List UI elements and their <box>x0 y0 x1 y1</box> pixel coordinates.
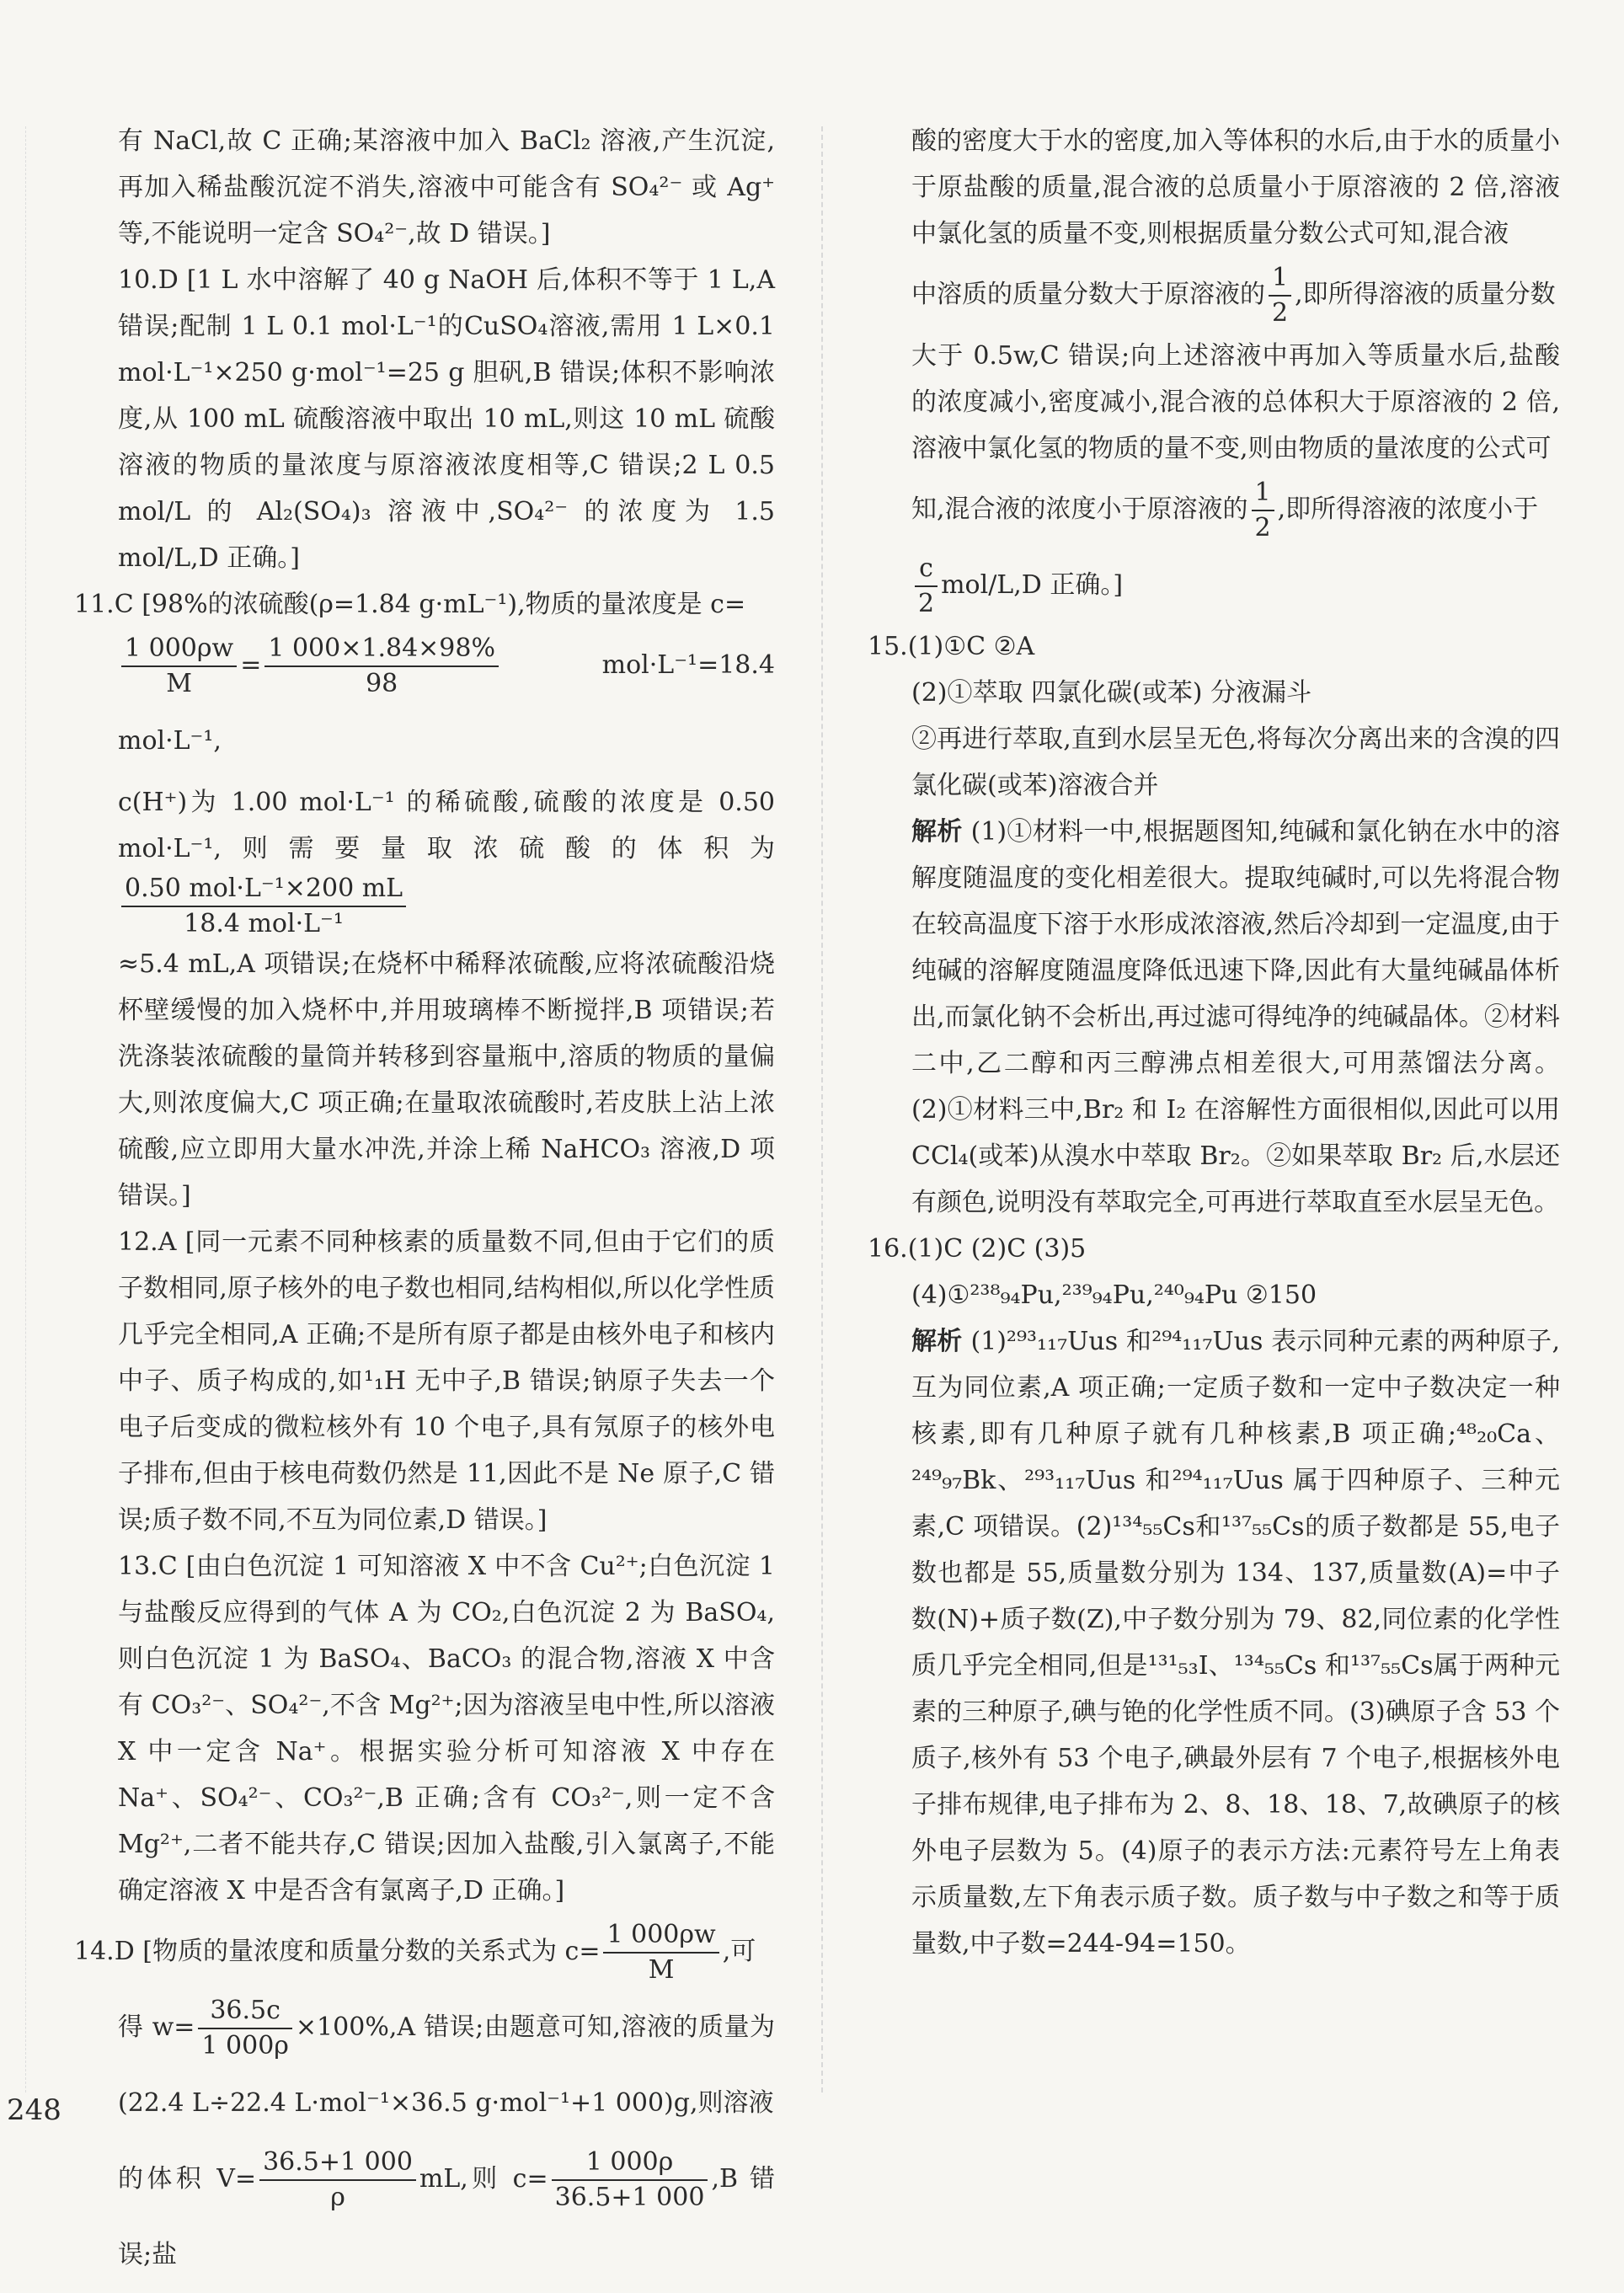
answer-11-line1: 11.C [98%的浓硫酸(ρ=1.84 g·mL⁻¹),物质的量浓度是 c= <box>74 590 746 619</box>
analysis-label: 解析 <box>911 817 963 847</box>
frac-num: 1 000ρw <box>603 1918 719 1954</box>
answer-14 <box>74 1914 775 2293</box>
column-divider <box>821 126 823 2093</box>
answer-16-line1: 16.(1)C (2)C (3)5 <box>868 1234 1087 1264</box>
fraction-w <box>198 1994 292 2063</box>
answer-15-line1: 15.(1)①C ②A <box>868 632 1035 661</box>
answer-14-text: mL,则 c= <box>419 2164 548 2194</box>
answer-11-line4: ≈5.4 mL,A 项错误;在烧杯中稀释浓硫酸,应将浓硫酸沿烧杯壁缓慢的加入烧杯中,并用玻璃棒不断搅拌,B 项错误;若洗涤装浓硫酸的量筒并转移到容量瓶中,溶质的物质的量偏大,则浓度偏大,C 项正确;在量取浓硫酸时,若皮肤上沾上浓硫酸,应立即用大量水冲洗,并涂上稀 NaHCO₃ 溶液,D 项错误。] <box>118 949 775 1211</box>
fraction-1000pw-over-m <box>121 632 237 701</box>
answer-11-result: mol·L⁻¹=18.4 mol·L⁻¹, <box>118 650 775 756</box>
right-column <box>868 118 1560 1967</box>
answer-16-line2: (4)①²³⁸₉₄Pu,²³⁹₉₄Pu,²⁴⁰₉₄Pu ②150 <box>911 1280 1317 1310</box>
answer-14-text: ,可 <box>722 1937 756 1966</box>
answer-14-text: 的体积 V= <box>118 2164 257 2194</box>
analysis-text: (1)²⁹³₁₁₇Uus 和²⁹⁴₁₁₇Uus 表示同种元素的两种原子,互为同位素,A 项正确;一定质子数和一定中子数决定一种核素,即有几种原子就有几种核素,B 项正确;⁴⁸₂₀Ca、²⁴⁹₉₇Bk、²⁹³₁₁₇Uus 和²⁹⁴₁₁₇Uus 属于四种原子、三种元素,C 项错误。(2)¹³⁴₅₅Cs和¹³⁷₅₅Cs的质子数都是 55,电子数也都是 55,质量数分别为 134、137,质量数(A)=中子数(N)+质子数(Z),中子数分别为 79、82,同位素的化学性质几乎完全相同,但是¹³¹₅₃I、¹³⁴₅₅Cs 和¹³⁷₅₅Cs属于两种元素的三种原子,碘与铯的化学性质不同。(3)碘原子含 53 个质子,核外有 53 个电子,碘最外层有 7 个电子,根据核外电子排布规律,电子排布为 2、8、18、18、7,故碘原子的核外电子层数为 5。(4)原子的表示方法:元素符号左上角表示质量数,左下角表示质子数。质子数与中子数之和等于质量数,中子数=244-94=150。 <box>911 1327 1561 1959</box>
frac-den: 1 000ρ <box>201 2031 289 2060</box>
answer-14-text: ,即所得溶液的浓度小于 <box>1277 494 1539 524</box>
frac-num: 36.5+1 000 <box>259 2146 416 2181</box>
frac-num: 1 000×1.84×98% <box>264 632 499 667</box>
frac-num: 1 <box>1252 476 1274 511</box>
frac-den: 2 <box>918 589 935 618</box>
left-column <box>74 118 775 2293</box>
frac-num: 0.50 mol·L⁻¹×200 mL <box>121 872 406 907</box>
answer-14-text: 14.D [物质的量浓度和质量分数的关系式为 c= <box>74 1937 601 1966</box>
answer-11-formula: $\frac{1 000\rho w}{M}$ = $\frac{1 000\times 1.84\times 98\%}{98}$ mol·L⁻¹=18.4 mol·L⁻¹, <box>118 633 775 756</box>
fraction-calc <box>264 632 499 701</box>
frac-num: 1 <box>1269 261 1291 297</box>
frac-den: M <box>648 1955 675 1985</box>
frac-den: 36.5+1 000 <box>554 2183 705 2212</box>
answer-12: 12.A [同一元素不同种核素的质量数不同,但由于它们的质子数相同,原子核外的电子数也相同,结构相似,所以化学性质几乎完全相同,A 正确;不是所有原子都是由核外电子和核内中子、质子构成的,如¹₁H 无中子,B 错误;钠原子失去一个电子后变成的微粒核外有 10 个电子,具有氖原子的核外电子排布,但由于核电荷数仍然是 11,因此不是 Ne 原子,C 错误;质子数不同,不互为同位素,D 错误。] <box>118 1227 775 1535</box>
answer-11 <box>74 581 775 1219</box>
answer-14-line3 <box>74 2141 775 2293</box>
answer-13: 13.C [由白色沉淀 1 可知溶液 X 中不含 Cu²⁺;白色沉淀 1 与盐酸反应得到的气体 A 为 CO₂,白色沉淀 2 为 BaSO₄,则白色沉淀 1 为 BaSO₄、BaCO₃ 的混合物,溶液 X 中含有 CO₃²⁻、SO₄²⁻,不含 Mg²⁺;因为溶液呈电中性,所以溶液 X 中一定含 Na⁺。根据实验分析可知溶液 X 中存在 Na⁺、SO₄²⁻、CO₃²⁻,B 正确;含有 CO₃²⁻,则一定不含 Mg²⁺,二者不能共存,C 错误;因加入盐酸,引入氯离子,不能确定溶液 X 中是否含有氯离子,D 正确。] <box>118 1552 775 1905</box>
frac-den: 2 <box>1272 298 1289 328</box>
fraction-volume <box>121 872 406 941</box>
answer-14-line1 <box>74 1914 775 1990</box>
frac-num: c <box>915 552 938 587</box>
answer-14-cont: 酸的密度大于水的密度,加入等体积的水后,由于水的质量小于原盐酸的质量,混合液的总质量小于原溶液的 2 倍,溶液中氯化氢的质量不变,则根据质量分数公式可知,混合液 <box>911 126 1560 249</box>
frac-num: 1 000ρ <box>552 2146 708 2181</box>
frac-den: M <box>166 669 192 698</box>
fraction-c2 <box>552 2146 708 2215</box>
answer-15-line2: (2)①萃取 四氯化碳(或苯) 分液漏斗 <box>911 678 1311 708</box>
fraction-v <box>259 2146 416 2215</box>
answer-14-line2 <box>74 1990 775 2141</box>
answer-11-line3 <box>74 779 775 941</box>
fraction-half <box>1269 261 1291 330</box>
frac-den: 18.4 mol·L⁻¹ <box>184 909 344 938</box>
paragraph-q9-tail: 有 NaCl,故 C 正确;某溶液中加入 BaCl₂ 溶液,产生沉淀,再加入稀盐酸沉淀不消失,溶液中可能含有 SO₄²⁻ 或 Ag⁺ 等,不能说明一定含 SO₄²⁻,故 D 错误。] <box>118 126 775 249</box>
fraction-half <box>1252 476 1274 545</box>
answer-14-text: ,B 错误;盐 <box>118 2164 775 2269</box>
frac-den: 2 <box>1254 513 1271 543</box>
answer-16-analysis <box>868 1318 1560 1967</box>
answer-14-end <box>868 548 1560 623</box>
answer-14-text: ,即所得溶液的质量分数 <box>1295 280 1556 309</box>
fraction-c <box>603 1918 719 1987</box>
frac-den: 98 <box>366 669 398 698</box>
analysis-label: 解析 <box>911 1327 963 1356</box>
answer-14-text: mol/L,D 正确。] <box>941 570 1124 600</box>
answer-14-text: 得 w= <box>118 2012 195 2042</box>
answer-14-cont-frac2 <box>868 472 1560 548</box>
answer-14-text: ×100%,A 错误;由题意可知,溶液的质量为(22.4 L÷22.4 L·mol⁻¹×36.5 g·mol⁻¹+1 000)g,则溶液 <box>118 2012 775 2118</box>
frac-num: 1 000ρw <box>121 632 237 667</box>
answer-14-cont2: 大于 0.5w,C 错误;向上述溶液中再加入等质量水后,盐酸的浓度减小,密度减小,混合液的总体积大于原溶液的 2 倍,溶液中氯化氢的物质的量不变,则由物质的量浓度的公式可 <box>911 341 1560 463</box>
answer-14-cont-frac1 <box>868 257 1560 333</box>
frac-den: ρ <box>330 2183 345 2212</box>
fraction-c-over-2 <box>915 552 938 621</box>
left-margin-rule <box>25 126 26 2093</box>
answer-10-text: 10.D [1 L 水中溶解了 40 g NaOH 后,体积不等于 1 L,A 错误;配制 1 L 0.1 mol·L⁻¹的CuSO₄溶液,需用 1 L×0.1 mol·L⁻¹×250 g·mol⁻¹=25 g 胆矾,B 错误;体积不影响浓度,从 100 mL 硫酸溶液中取出 10 mL,则这 10 mL 硫酸溶液的物质的量浓度与原溶液浓度相等,C 错误;2 L 0.5 mol/L 的 Al₂(SO₄)₃ 溶液中,SO₄²⁻ 的浓度为 1.5 mol/L,D 正确。] <box>118 265 775 573</box>
frac-num: 36.5c <box>198 1994 292 2029</box>
answer-10 <box>74 257 775 581</box>
answer-14-text: 中溶质的质量分数大于原溶液的 <box>911 280 1265 309</box>
answer-15-analysis <box>868 809 1560 1226</box>
answer-14-text: 知,混合液的浓度小于原溶液的 <box>911 494 1248 524</box>
page-number: 248 <box>7 2093 61 2127</box>
analysis-text: (1)①材料一中,根据题图知,纯碱和氯化钠在水中的溶解度随温度的变化相差很大。提取纯碱时,可以先将混合物在较高温度下溶于水形成浓溶液,然后冷却到一定温度,由于纯碱的溶解度随温度降低迅速下降,因此有大量纯碱晶体析出,而氯化钠不会析出,再过滤可得纯净的纯碱晶体。②材料二中,乙二醇和丙三醇沸点相差很大,可用蒸馏法分离。(2)①材料三中,Br₂ 和 I₂ 在溶解性方面很相似,因此可以用 CCl₄(或苯)从溴水中萃取 Br₂。②如果萃取 Br₂ 后,水层还有颜色,说明没有萃取完全,可再进行萃取直至水层呈无色。 <box>911 817 1560 1217</box>
answer-15-line3: ②再进行萃取,直到水层呈无色,将每次分离出来的含溴的四氯化碳(或苯)溶液合并 <box>911 724 1560 800</box>
answer-11-text: c(H⁺)为 1.00 mol·L⁻¹ 的稀硫酸,硫酸的浓度是 0.50 mol·L⁻¹,则需要量取浓硫酸的体积为 <box>118 788 775 863</box>
